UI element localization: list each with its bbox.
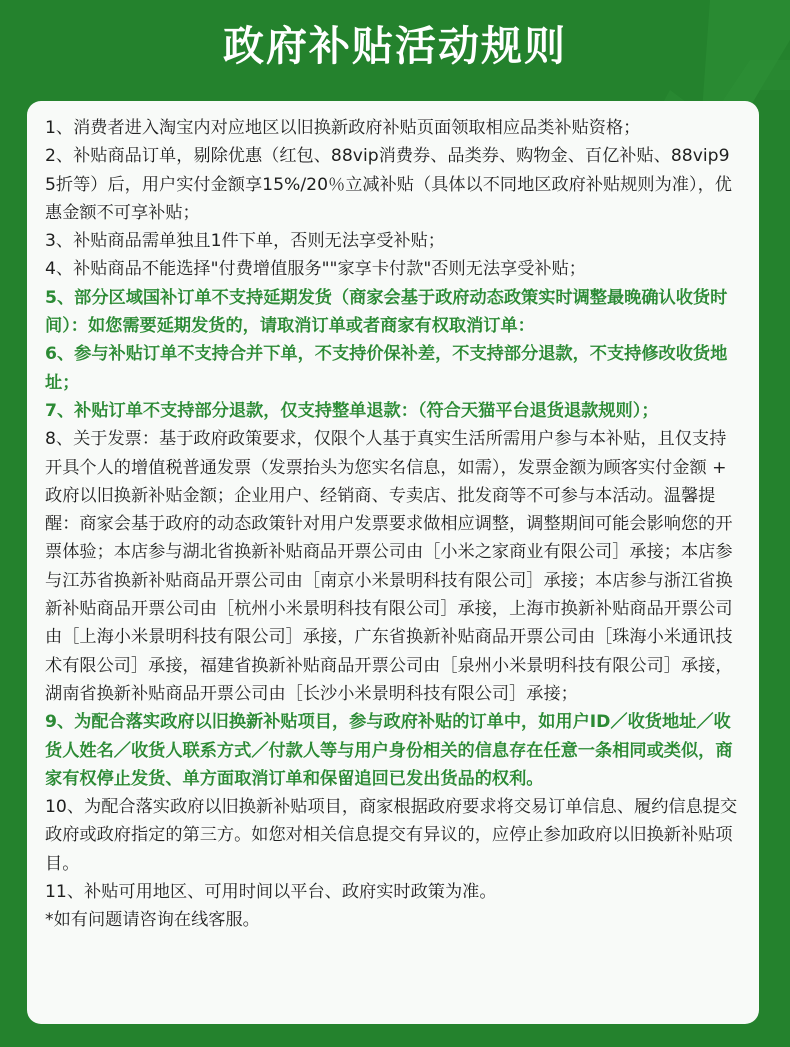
page-title: 政府补贴活动规则 [223,22,567,70]
rule-item-5: 5、部分区域国补订单不支持延期发货（商家会基于政府动态政策实时调整最晚确认收货时间）：如您需要延期发货的，请取消订单或者商家有权取消订单： [45,287,728,337]
rule-item-2: 2、补贴商品订单，剔除优惠（红包、88vip消费券、品类券、购物金、百亿补贴、88vip95折等）后，用户实付金额享15%/20％立减补贴（具体以不同地区政府补贴规则为准），优惠金额不可享补贴； [45,146,732,223]
rule-item-4: 4、补贴商品不能选择"付费增值服务""家享卡付款"否则无法享受补贴； [45,259,586,280]
rule-item-8: 8、关于发票：基于政府政策要求，仅限个人基于真实生活所需用户参与本补贴，且仅支持开具个人的增值税普通发票（发票抬头为您实名信息，如需），发票金额为顾客实付金额 + 政府以旧换新补贴金额；企业用户、经销商、专卖店、批发商等不可参与本活动。温馨提醒：商家会基于政府的动态政策针对用户发票要求做相应调整，调整期间可能会影响您的开票体验；本店参与湖北省换新补贴商品开票公司由［小米之家商业有限公司］承接；本店参与江苏省换新补贴商品开票公司由［南京小米景明科技有限公司］承接；本店参与浙江省换新补贴商品开票公司由［杭州小米景明科技有限公司］承接，上海市换新补贴商品开票公司由［上海小米景明科技有限公司］承接，广东省换新补贴商品开票公司由［珠海小米通讯技术有限公司］承接，福建省换新补贴商品开票公司由［泉州小米景明科技有限公司］承接，湖南省换新补贴商品开票公司由［长沙小米景明科技有限公司］承接； [45,429,733,704]
rule-item-12: *如有问题请咨询在线客服。 [45,910,260,931]
rule-item-11: 11、补贴可用地区、可用时间以平台、政府实时政策为准。 [45,882,497,903]
rules-list [45,114,739,935]
rule-item-3: 3、补贴商品需单独且1件下单，否则无法享受补贴； [45,231,445,252]
rules-card [27,101,759,1024]
rule-item-7: 7、补贴订单不支持部分退款，仅支持整单退款：（符合天猫平台退货退款规则）； [45,400,659,421]
rule-item-10: 10、为配合落实政府以旧换新补贴项目，商家根据政府要求将交易订单信息、履约信息提交政府或政府指定的第三方。如您对相关信息提交有异议的，应停止参加政府以旧换新补贴项目。 [45,797,738,874]
rule-item-9: 9、为配合落实政府以旧换新补贴项目，参与政府补贴的订单中，如用户ID／收货地址／收货人姓名／收货人联系方式／付款人等与用户身份相关的信息存在任意一条相同或类似，商家有权停止发货、单方面取消订单和保留追回已发出货品的权利。 [45,712,733,789]
rule-item-1: 1、消费者进入淘宝内对应地区以旧换新政府补贴页面领取相应品类补贴资格； [45,118,641,138]
rule-item-6: 6、参与补贴订单不支持合并下单，不支持价保补差，不支持部分退款，不支持修改收货地址； [45,344,728,393]
